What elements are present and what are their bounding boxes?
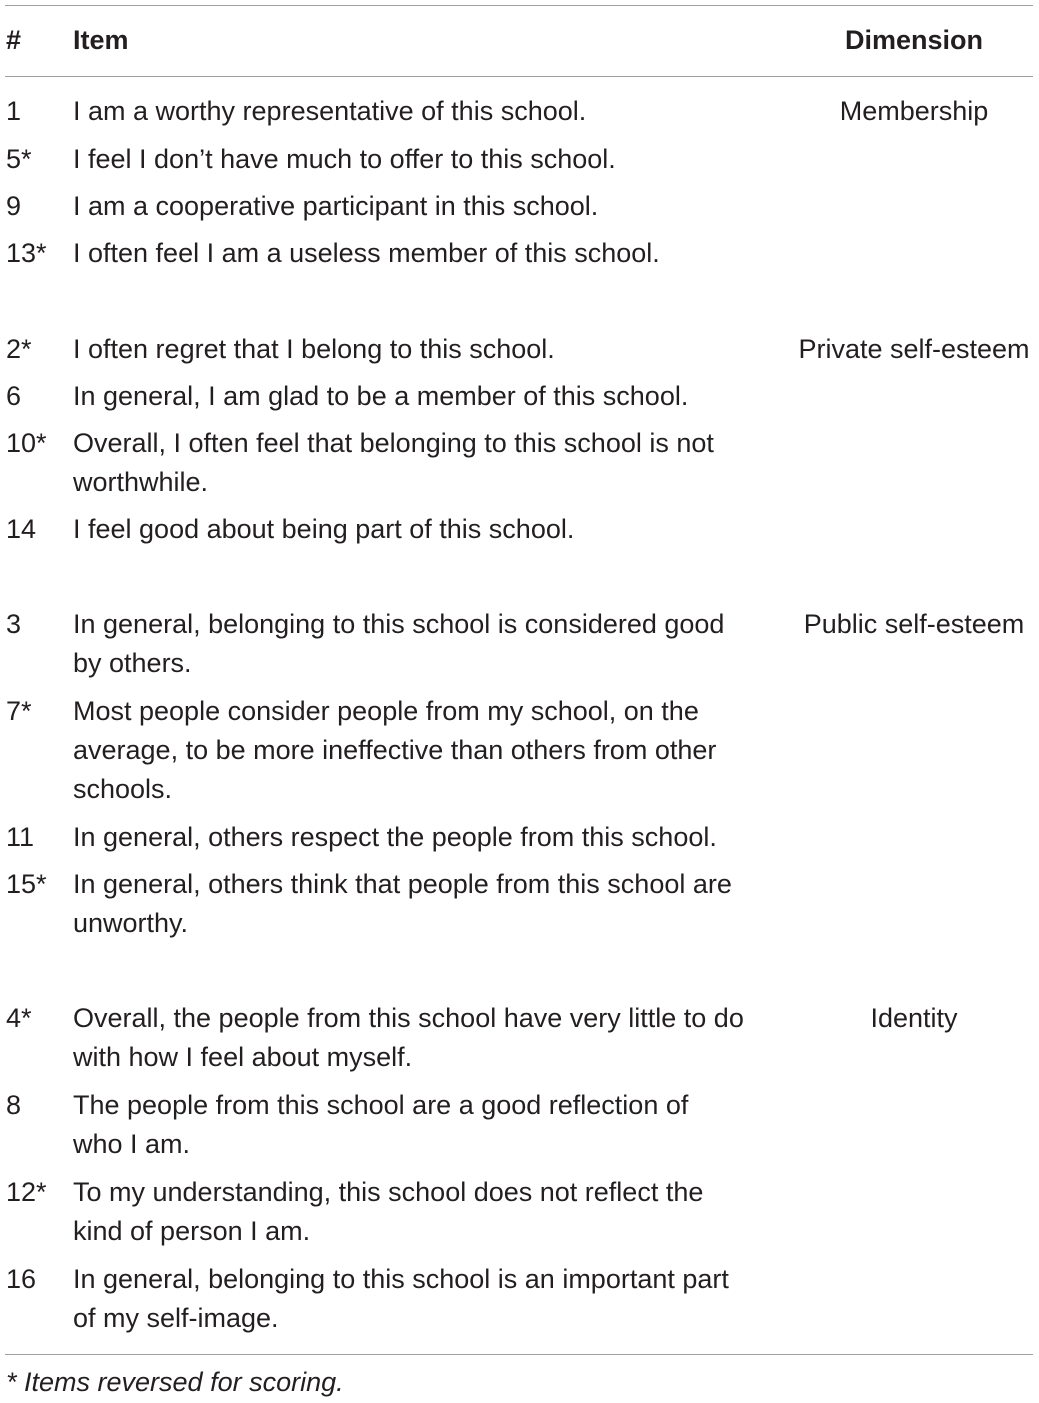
row-number: 3: [6, 609, 22, 639]
row-number: 6: [6, 381, 22, 411]
row-item: I am a worthy representative of this school.: [73, 96, 587, 126]
row-item: Overall, the people from this school have very little to do with how I feel about myself.: [73, 1003, 744, 1072]
row-number: 14: [6, 514, 37, 544]
row-item: I feel good about being part of this school.: [73, 514, 575, 544]
table-header-rule: [5, 76, 1033, 77]
header-item: Item: [73, 25, 129, 55]
row-item: To my understanding, this school does not reflect the kind of person I am.: [73, 1177, 704, 1246]
table-bottom-rule: [5, 1354, 1033, 1355]
row-item: The people from this school are a good reflection of who I am.: [73, 1090, 689, 1159]
row-dimension: Private self-esteem: [798, 334, 1030, 364]
row-item: I often feel I am a useless member of this school.: [73, 238, 660, 268]
row-dimension: Membership: [839, 96, 989, 126]
row-number: 2*: [6, 334, 32, 364]
row-item: In general, belonging to this school is an important part of my self-image.: [73, 1264, 729, 1333]
row-item: Most people consider people from my school, on the average, to be more ineffective than others from other schools.: [73, 696, 717, 804]
row-number: 11: [6, 822, 35, 852]
row-number: 10*: [6, 428, 47, 458]
row-number: 1: [6, 96, 22, 126]
row-number: 16: [6, 1264, 37, 1294]
row-item: In general, belonging to this school is considered good by others.: [73, 609, 725, 678]
row-number: 7*: [6, 696, 32, 726]
row-number: 9: [6, 191, 22, 221]
table-top-rule: [5, 5, 1033, 6]
row-number: 5*: [6, 144, 32, 174]
row-item: I feel I don’t have much to offer to this school.: [73, 144, 616, 174]
header-dimension: Dimension: [844, 25, 984, 55]
row-number: 12*: [6, 1177, 47, 1207]
row-number: 13*: [6, 238, 47, 268]
row-item: In general, others think that people from this school are unworthy.: [73, 869, 732, 938]
row-item: In general, others respect the people from this school.: [73, 822, 717, 852]
row-number: 15*: [6, 869, 47, 899]
row-dimension: Public self-esteem: [803, 609, 1025, 639]
row-item: I am a cooperative participant in this school.: [73, 191, 599, 221]
row-item: Overall, I often feel that belonging to this school is not worthwhile.: [73, 428, 714, 497]
row-dimension: Identity: [870, 1003, 958, 1033]
header-number: #: [6, 25, 22, 55]
footnote: * Items reversed for scoring.: [6, 1367, 344, 1397]
row-number: 4*: [6, 1003, 32, 1033]
row-item: I often regret that I belong to this school.: [73, 334, 555, 364]
row-number: 8: [6, 1090, 22, 1120]
row-item: In general, I am glad to be a member of this school.: [73, 381, 689, 411]
